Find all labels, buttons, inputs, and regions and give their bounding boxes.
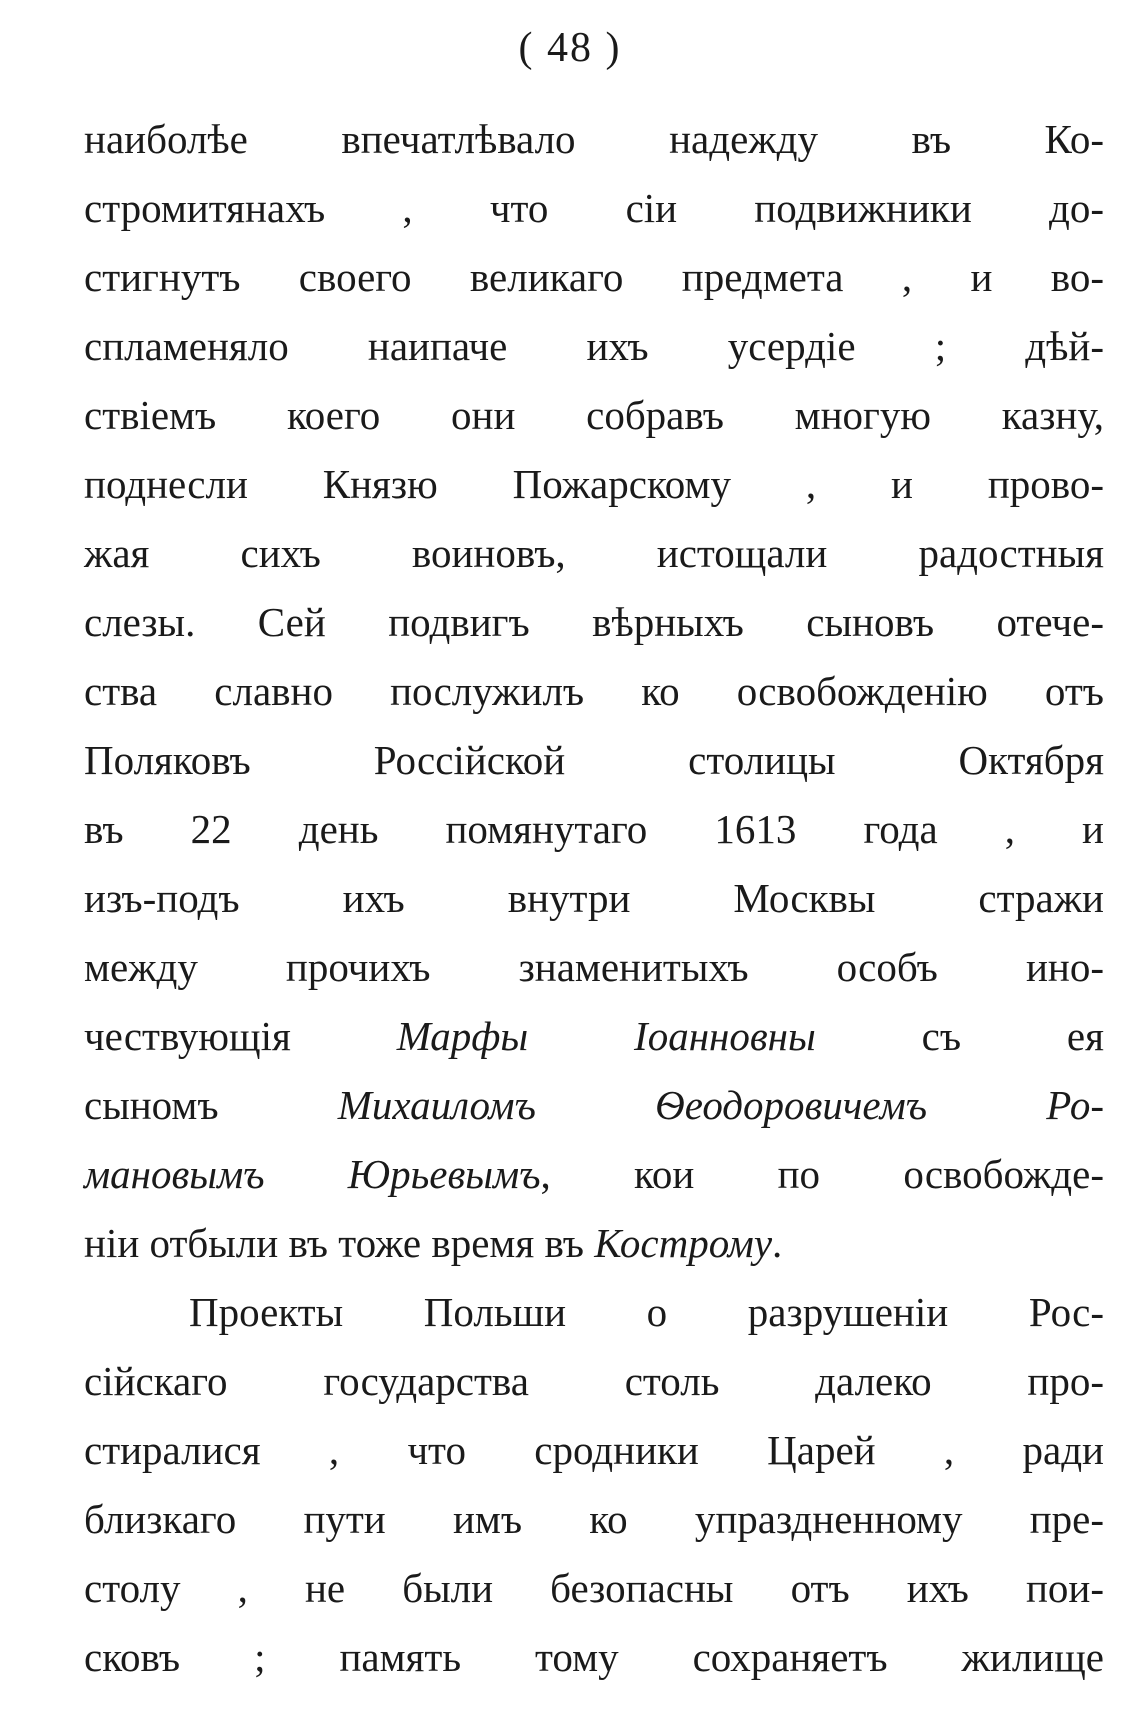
- text-run: сыномъ: [84, 1082, 338, 1128]
- italic-place-name: Кострому: [594, 1220, 773, 1266]
- text-line: изъ-подъ ихъ внутри Москвы стражи: [84, 875, 1104, 921]
- text-run: чествующія: [84, 1013, 397, 1059]
- text-line: поднесли Князю Пожарскому , и прово-: [84, 461, 1104, 507]
- text-line: столу , не были безопасны отъ ихъ пои-: [84, 1565, 1104, 1611]
- page-number: ( 48 ): [518, 25, 622, 71]
- text-line: [84, 1002, 1104, 1071]
- text-line: близкаго пути имъ ко упраздненному пре-: [84, 1496, 1104, 1542]
- text-run: .: [772, 1220, 783, 1266]
- text-line: спламеняло наипаче ихъ усердіе ; дѣй-: [84, 323, 1104, 369]
- text-line: наиболѣе впечатлѣвало надежду въ Ко-: [84, 116, 1104, 162]
- text-line: ствіемъ коего они собравъ многую казну,: [84, 392, 1104, 438]
- body-text: [84, 105, 1104, 1692]
- text-line: стромитянахъ , что сіи подвижники до-: [84, 185, 1104, 231]
- text-line: стиралися , что сродники Царей , ради: [84, 1427, 1104, 1473]
- text-line: Проекты Польши о разрушеніи Рос-: [189, 1289, 1104, 1335]
- text-run: , кои по освобожде-: [540, 1151, 1104, 1197]
- text-line: [84, 1209, 1104, 1278]
- text-run: ніи отбыли въ тоже время въ: [84, 1220, 595, 1266]
- text-line: [84, 1071, 1104, 1140]
- text-line: въ 22 день помянутаго 1613 года , и: [84, 806, 1104, 852]
- text-line: между прочихъ знаменитыхъ особъ ино-: [84, 944, 1104, 990]
- italic-name: Марфы Іоанновны: [396, 1013, 816, 1059]
- text-line: стигнутъ своего великаго предмета , и во-: [84, 254, 1104, 300]
- text-line: сковъ ; память тому сохраняетъ жилище: [84, 1634, 1104, 1680]
- text-line: сійскаго государства столь далеко про-: [84, 1358, 1104, 1404]
- text-run: съ ея: [815, 1013, 1104, 1059]
- text-line: ства славно послужилъ ко освобожденію отъ: [84, 668, 1104, 714]
- italic-name: мановымъ Юрьевымъ: [84, 1151, 541, 1197]
- text-line: слезы. Сей подвигъ вѣрныхъ сыновъ отече-: [84, 599, 1104, 645]
- text-line: жая сихъ воиновъ, истощали радостныя: [84, 530, 1104, 576]
- text-line: Поляковъ Россійской столицы Октября: [84, 737, 1104, 783]
- text-line: [84, 1140, 1104, 1209]
- italic-name: Михаиломъ Ѳеодоровичемъ Ро-: [337, 1082, 1104, 1128]
